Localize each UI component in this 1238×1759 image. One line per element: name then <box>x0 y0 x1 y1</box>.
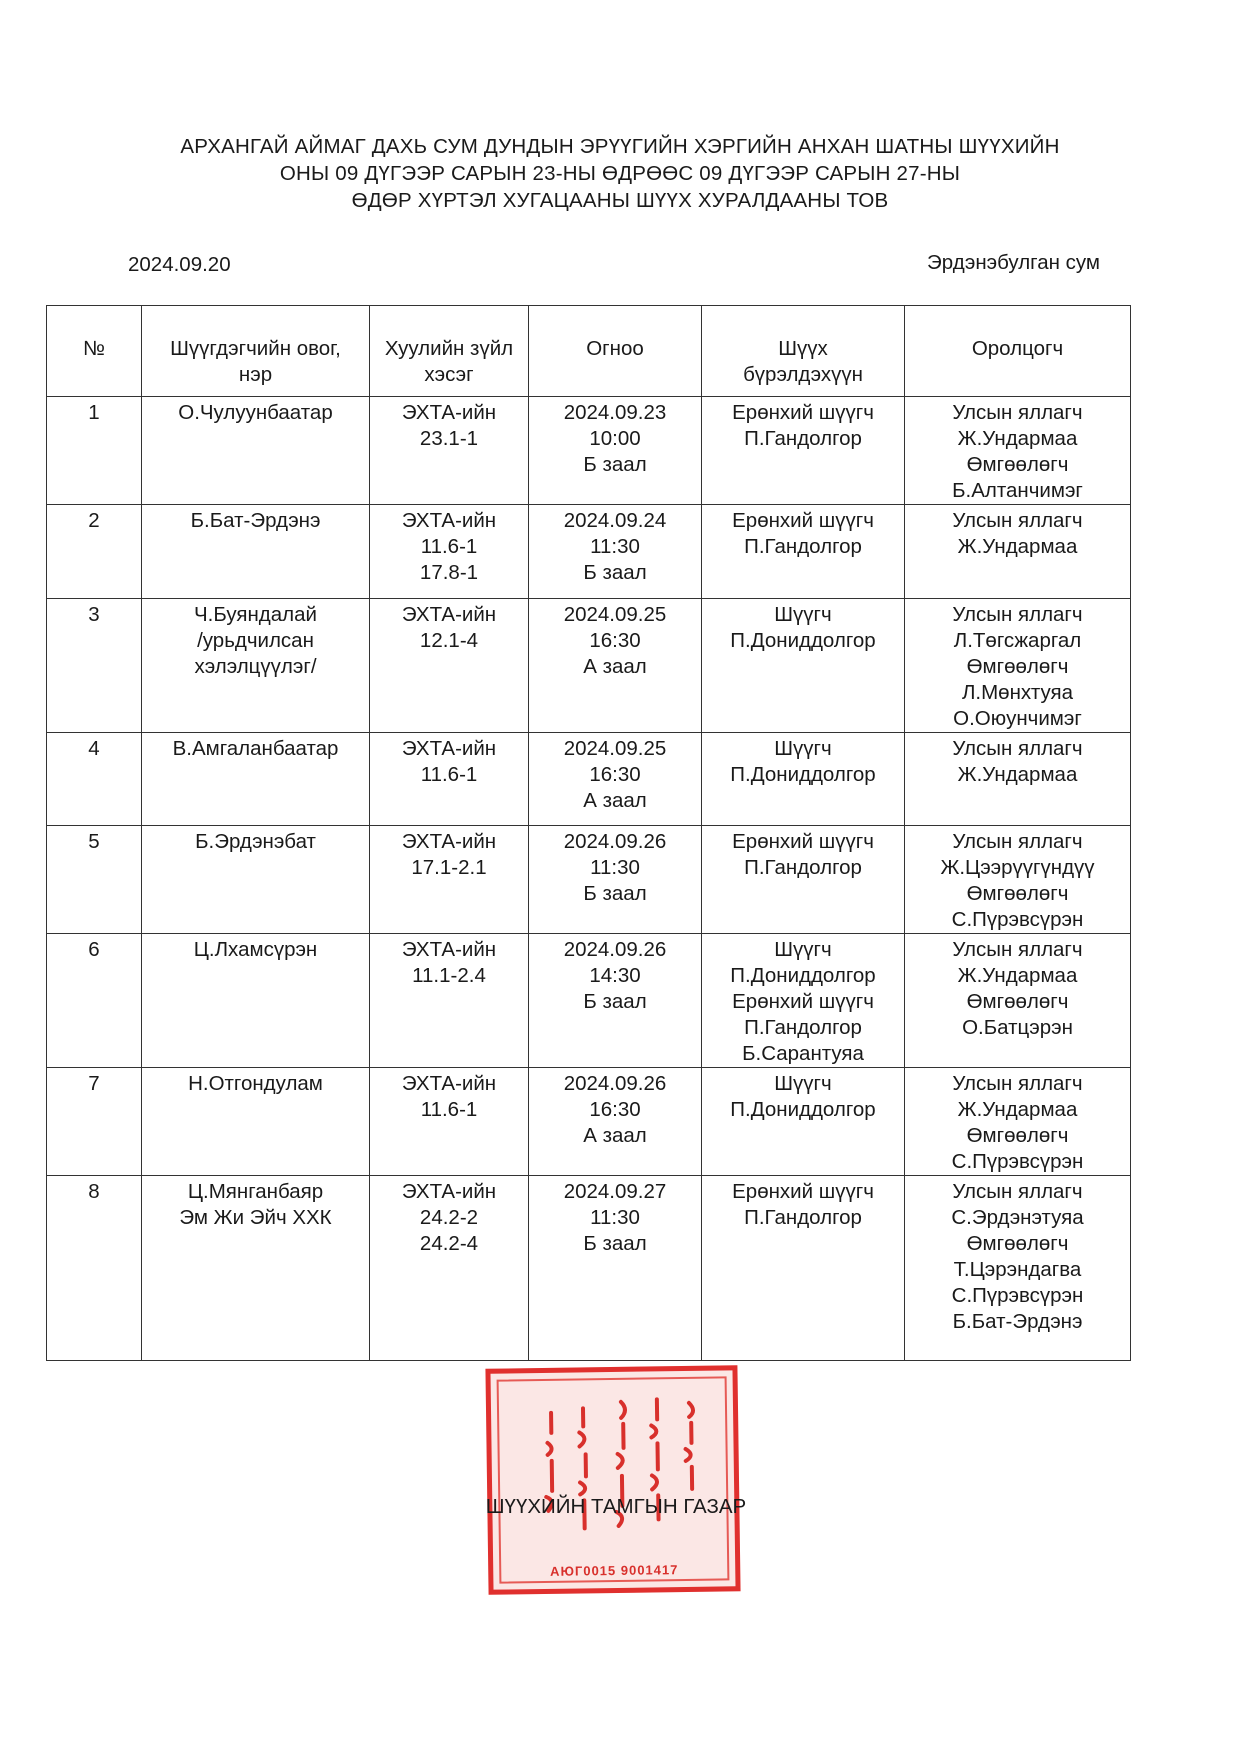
cell-participants <box>905 733 1131 826</box>
cell-court-line: Шүүгч <box>774 938 832 961</box>
cell-court-line: П.Дониддолгор <box>730 964 876 987</box>
cell-datetime-line: 2024.09.25 <box>563 737 667 760</box>
cell-law-line: ЭХТА-ийн <box>401 737 497 760</box>
cell-participants-line: Улсын яллагч <box>952 1072 1083 1095</box>
cell-datetime-line: Б заал <box>583 561 647 584</box>
cell-participants-line: Өмгөөлөгч <box>966 655 1069 678</box>
cell-datetime <box>529 505 702 599</box>
header-law <box>370 306 529 397</box>
cell-law-line: 17.1-2.1 <box>411 856 487 879</box>
schedule-table <box>46 305 1131 1361</box>
cell-law <box>370 1176 529 1361</box>
header-court <box>702 306 905 397</box>
cell-participants <box>905 826 1131 934</box>
cell-law <box>370 599 529 733</box>
cell-participants-line: Л.Төгсжаргал <box>953 629 1082 652</box>
cell-datetime-line: Б заал <box>583 990 647 1013</box>
cell-law-line: ЭХТА-ийн <box>401 1180 497 1203</box>
cell-participants-line: Өмгөөлөгч <box>966 882 1069 905</box>
cell-defendant <box>142 1068 370 1176</box>
cell-datetime <box>529 1176 702 1361</box>
cell-court-line: П.Гандолгор <box>744 856 862 879</box>
cell-participants-line: Л.Мөнхтуяа <box>961 681 1074 704</box>
cell-law-line: ЭХТА-ийн <box>401 938 497 961</box>
cell-participants-line: Улсын яллагч <box>952 401 1083 424</box>
cell-law-line: 11.6-1 <box>420 1098 478 1121</box>
cell-datetime-line: 10:00 <box>589 427 641 450</box>
cell-court <box>702 733 905 826</box>
cell-participants-line: С.Пүрэвсүрэн <box>951 1150 1084 1173</box>
document-date: 2024.09.20 <box>128 253 231 276</box>
cell-no: 6 <box>47 934 142 1068</box>
cell-participants-line: Өмгөөлөгч <box>966 990 1069 1013</box>
cell-participants-line: Өмгөөлөгч <box>966 1124 1069 1147</box>
cell-court <box>702 1068 905 1176</box>
table-row <box>47 397 1131 505</box>
cell-datetime-line: 11:30 <box>590 1206 640 1229</box>
cell-datetime-line: 14:30 <box>589 964 641 987</box>
cell-participants-line: Т.Цэрэндагва <box>953 1258 1082 1281</box>
title-line-3: ӨДӨР ХҮРТЭЛ ХУГАЦААНЫ ШҮҮХ ХУРАЛДААНЫ ТОВ <box>351 189 889 212</box>
cell-defendant <box>142 1176 370 1361</box>
cell-participants-line: С.Пүрэвсүрэн <box>951 1284 1084 1307</box>
cell-law-line: ЭХТА-ийн <box>401 603 497 626</box>
cell-law-line: 11.1-2.4 <box>412 964 486 987</box>
cell-datetime-line: 2024.09.26 <box>563 1072 667 1095</box>
cell-datetime <box>529 397 702 505</box>
cell-law-line: 23.1-1 <box>419 427 479 450</box>
document-place: Эрдэнэбулган сум <box>927 251 1100 274</box>
cell-court-line: П.Дониддолгор <box>730 763 876 786</box>
cell-participants-line: Б.Бат-Эрдэнэ <box>952 1310 1083 1333</box>
cell-datetime <box>529 826 702 934</box>
cell-court-line: Ерөнхий шүүгч <box>732 401 874 424</box>
cell-law <box>370 1068 529 1176</box>
cell-law <box>370 733 529 826</box>
cell-datetime-line: Б заал <box>583 882 647 905</box>
table-row <box>47 934 1131 1068</box>
court-office-signature-text: ШҮҮХИЙН ТАМГЫН ГАЗАР <box>485 1495 747 1518</box>
cell-no: 7 <box>47 1068 142 1176</box>
header-no: № <box>47 306 142 397</box>
cell-participants-line: Өмгөөлөгч <box>966 453 1069 476</box>
table-row <box>47 826 1131 934</box>
document-title <box>100 133 1140 214</box>
cell-court <box>702 826 905 934</box>
cell-court-line: Ерөнхий шүүгч <box>732 990 874 1013</box>
cell-participants-line: Өмгөөлөгч <box>966 1232 1069 1255</box>
cell-participants-line: Ж.Ундармаа <box>957 427 1078 450</box>
cell-participants-line: О.Батцэрэн <box>962 1016 1073 1039</box>
cell-court-line: Шүүгч <box>774 737 832 760</box>
header-participants: Оролцогч <box>905 306 1131 397</box>
header-defendant-label: Шүүгдэгчийн овог, нэр <box>170 337 341 386</box>
cell-defendant <box>142 826 370 934</box>
cell-datetime-line: 11:30 <box>590 856 640 879</box>
cell-participants-line: С.Эрдэнэтуяа <box>951 1206 1084 1229</box>
cell-court-line: П.Гандолгор <box>744 535 862 558</box>
cell-datetime <box>529 934 702 1068</box>
cell-court <box>702 934 905 1068</box>
title-line-2: ОНЫ 09 ДҮГЭЭР САРЫН 23-НЫ ӨДРӨӨС 09 ДҮГЭЭР САРЫН 27-НЫ <box>279 162 961 185</box>
cell-datetime <box>529 1068 702 1176</box>
cell-defendant-line: Ц.Мянганбаяр <box>187 1180 324 1203</box>
cell-datetime-line: 16:30 <box>589 629 641 652</box>
cell-law-line: 12.1-4 <box>419 629 479 652</box>
cell-court <box>702 397 905 505</box>
title-line-1: АРХАНГАЙ АЙМАГ ДАХЬ СУМ ДУНДЫН ЭРҮҮГИЙН ХЭРГИЙН АНХАН ШАТНЫ ШҮҮХИЙН <box>180 135 1060 158</box>
cell-participants <box>905 1176 1131 1361</box>
cell-law <box>370 826 529 934</box>
cell-court-line: Шүүгч <box>774 603 832 626</box>
cell-defendant <box>142 934 370 1068</box>
cell-participants-line: Б.Алтанчимэг <box>952 479 1083 502</box>
cell-law-line: 11.6-1 <box>420 763 478 786</box>
cell-participants-line: Улсын яллагч <box>952 603 1083 626</box>
cell-datetime-line: 2024.09.24 <box>563 509 667 532</box>
cell-participants <box>905 599 1131 733</box>
cell-datetime <box>529 733 702 826</box>
cell-court-line: Ерөнхий шүүгч <box>732 830 874 853</box>
cell-defendant-line: Н.Отгондулам <box>188 1072 323 1095</box>
header-law-label: Хуулийн зүйл хэсэг <box>384 337 514 386</box>
cell-court-line: П.Дониддолгор <box>730 629 876 652</box>
cell-law-line: ЭХТА-ийн <box>401 1072 497 1095</box>
cell-law-line: ЭХТА-ийн <box>401 401 497 424</box>
cell-datetime-line: 16:30 <box>589 1098 641 1121</box>
cell-no: 8 <box>47 1176 142 1361</box>
cell-no: 3 <box>47 599 142 733</box>
cell-defendant-line: хэлэлцүүлэг/ <box>194 655 317 678</box>
cell-participants-line: Улсын яллагч <box>952 938 1083 961</box>
cell-datetime-line: 2024.09.26 <box>563 938 667 961</box>
cell-defendant-line: Б.Эрдэнэбат <box>195 830 316 853</box>
cell-participants <box>905 1068 1131 1176</box>
cell-participants-line: Ж.Ундармаа <box>957 964 1078 987</box>
cell-participants-line: О.Оюунчимэг <box>953 707 1082 730</box>
cell-court-line: П.Дониддолгор <box>730 1098 876 1121</box>
cell-law-line: ЭХТА-ийн <box>401 509 497 532</box>
cell-no: 1 <box>47 397 142 505</box>
table-row <box>47 1068 1131 1176</box>
cell-no: 5 <box>47 826 142 934</box>
cell-participants-line: Улсын яллагч <box>952 1180 1083 1203</box>
cell-participants <box>905 397 1131 505</box>
cell-law-line: 11.6-1 <box>420 535 478 558</box>
cell-defendant-line: В.Амгаланбаатар <box>172 737 339 760</box>
cell-court <box>702 505 905 599</box>
cell-law-line: ЭХТА-ийн <box>401 830 497 853</box>
cell-law-line: 24.2-2 <box>419 1206 479 1229</box>
table-row <box>47 505 1131 599</box>
cell-participants-line: Ж.Ундармаа <box>957 535 1078 558</box>
cell-court <box>702 599 905 733</box>
cell-defendant <box>142 733 370 826</box>
cell-law-line: 24.2-4 <box>419 1232 479 1255</box>
cell-participants <box>905 934 1131 1068</box>
cell-participants-line: Ж.Ундармаа <box>957 1098 1078 1121</box>
cell-datetime-line: Б заал <box>583 453 647 476</box>
table-row <box>47 1176 1131 1361</box>
cell-defendant-line: Б.Бат-Эрдэнэ <box>190 509 321 532</box>
cell-defendant-line: О.Чулуунбаатар <box>178 401 333 424</box>
cell-participants-line: Ж.Ундармаа <box>957 763 1078 786</box>
stamp-number: АЮГ0015 9001417 <box>550 1562 679 1579</box>
cell-datetime-line: 11:30 <box>590 535 640 558</box>
table-row <box>47 599 1131 733</box>
cell-court-line: Ерөнхий шүүгч <box>732 509 874 532</box>
stamp-script-icon <box>491 1370 736 1563</box>
header-date: Огноо <box>529 306 702 397</box>
court-seal-stamp <box>485 1365 740 1594</box>
cell-law-line: 17.8-1 <box>419 561 479 584</box>
cell-participants-line: С.Пүрэвсүрэн <box>951 908 1084 931</box>
cell-participants-line: Улсын яллагч <box>952 830 1083 853</box>
cell-defendant <box>142 505 370 599</box>
cell-law <box>370 934 529 1068</box>
cell-law <box>370 397 529 505</box>
cell-court-line: П.Гандолгор <box>744 1206 862 1229</box>
cell-datetime-line: 2024.09.23 <box>563 401 667 424</box>
header-court-label: Шүүх бүрэлдэхүүн <box>743 337 863 386</box>
cell-court-line: Ерөнхий шүүгч <box>732 1180 874 1203</box>
cell-participants-line: Улсын яллагч <box>952 509 1083 532</box>
cell-court-line: Б.Сарантуяа <box>742 1042 864 1065</box>
cell-law <box>370 505 529 599</box>
table-header-row <box>47 306 1131 397</box>
cell-court-line: П.Гандолгор <box>744 427 862 450</box>
cell-no: 2 <box>47 505 142 599</box>
cell-participants-line: Улсын яллагч <box>952 737 1083 760</box>
cell-participants-line: Ж.Цээрүүгүндүү <box>940 856 1095 879</box>
cell-datetime-line: 2024.09.25 <box>563 603 667 626</box>
cell-no: 4 <box>47 733 142 826</box>
cell-datetime <box>529 599 702 733</box>
cell-datetime-line: 16:30 <box>589 763 641 786</box>
cell-defendant <box>142 397 370 505</box>
cell-datetime-line: 2024.09.26 <box>563 830 667 853</box>
cell-datetime-line: А заал <box>583 655 647 678</box>
cell-datetime-line: 2024.09.27 <box>563 1180 667 1203</box>
cell-defendant-line: Ч.Буяндалай <box>194 603 317 626</box>
cell-datetime-line: А заал <box>583 1124 647 1147</box>
cell-defendant-line: Ц.Лхамсүрэн <box>193 938 318 961</box>
cell-defendant <box>142 599 370 733</box>
table-row <box>47 733 1131 826</box>
header-defendant <box>142 306 370 397</box>
cell-datetime-line: Б заал <box>583 1232 647 1255</box>
cell-court <box>702 1176 905 1361</box>
cell-participants <box>905 505 1131 599</box>
cell-datetime-line: А заал <box>583 789 647 812</box>
cell-court-line: П.Гандолгор <box>744 1016 862 1039</box>
cell-court-line: Шүүгч <box>774 1072 832 1095</box>
cell-defendant-line: /урьдчилсан <box>197 629 314 652</box>
cell-defendant-line: Эм Жи Эйч ХХК <box>179 1206 332 1229</box>
